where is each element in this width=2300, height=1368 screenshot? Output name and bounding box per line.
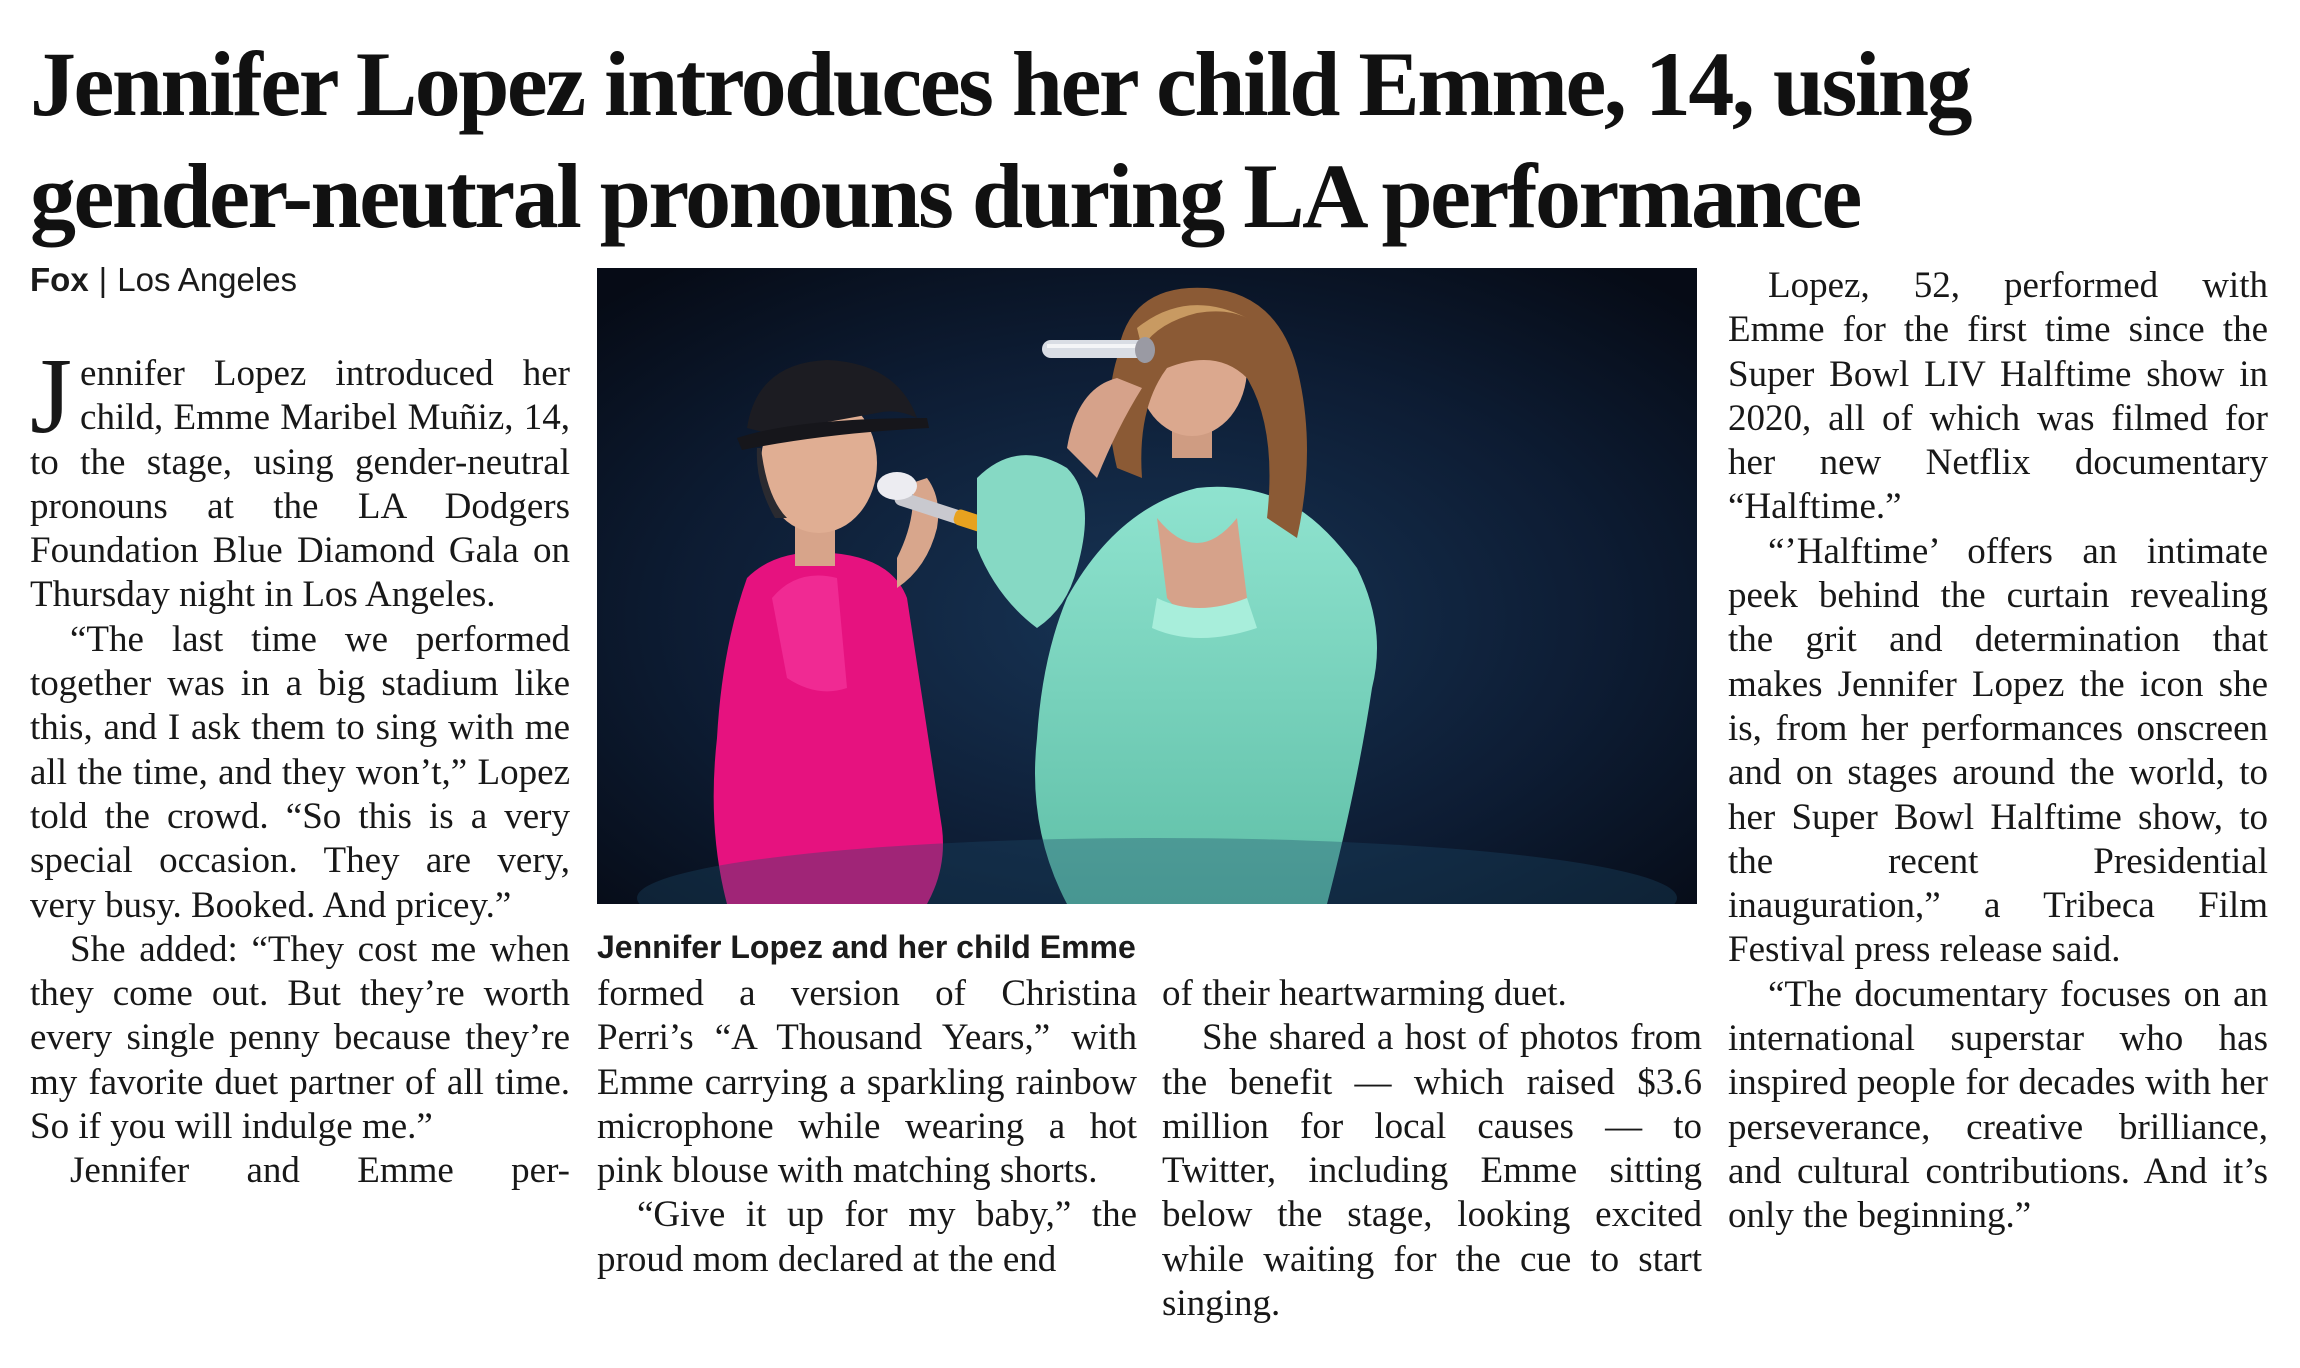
article-column-2 bbox=[597, 972, 1137, 1282]
article-paragraph: “The documentary focuses on an international superstar who has inspired people for decades with her perseverance, creative brilliance, and cultural contributions. And it’s only the beginning.” bbox=[1728, 973, 2268, 1237]
headline-line-2: gender-neutral pronouns during LA performance bbox=[30, 145, 1860, 247]
drop-cap: J bbox=[30, 337, 73, 456]
article-column-4 bbox=[1728, 264, 2268, 1239]
concert-photo-illustration bbox=[597, 268, 1697, 904]
headline-line-1: Jennifer Lopez introduces her child Emme, 14, using bbox=[30, 33, 1971, 135]
byline-separator: | bbox=[98, 261, 108, 298]
article-paragraph: “The last time we performed together was in a big stadium like this, and I ask them to sing with me all the time, and they won’t,” Lopez told the crowd. “So this is a very special occasion. They are very, very busy. Booked. And pricey.” bbox=[30, 618, 570, 926]
paragraph-text: ennifer Lopez introduced her child, Emme Maribel Muñiz, 14, to the stage, using gender-neutral pronouns at the LA Dodgers Foundation Blue Diamond Gala on Thursday night in Los Angeles. bbox=[30, 353, 570, 616]
article-paragraph bbox=[30, 337, 570, 618]
concert-photo bbox=[597, 268, 1697, 904]
byline-location: Los Angeles bbox=[117, 261, 298, 298]
article-paragraph: “’Halftime’ offers an intimate peek behind the curtain revealing the grit and determination that makes Jennifer Lopez the icon she is, from her performances onscreen and on stages around the world, to her Super Bowl Halftime show, to the recent Presidential inauguration,” a Tribeca Film Festival press release said. bbox=[1728, 530, 2268, 971]
article-paragraph: Jennifer and Emme per- bbox=[70, 1150, 570, 1192]
article-paragraph: She shared a host of photos from the benefit — which raised $3.6 million for local causes — to Twitter, including Emme sitting below the stage, looking excited while waiting for the cue to start singing. bbox=[1162, 1017, 1702, 1325]
article-column-1 bbox=[30, 337, 570, 1194]
byline bbox=[30, 258, 297, 302]
article-paragraph: “Give it up for my baby,” the proud mom declared at the end bbox=[597, 1194, 1137, 1280]
headline bbox=[30, 28, 2270, 252]
article-paragraph: Lopez, 52, performed with Emme for the first time since the Super Bowl LIV Halftime show in 2020, all of which was filmed for her new Netflix documentary “Halftime.” bbox=[1728, 265, 2268, 528]
article-column-3 bbox=[1162, 972, 1702, 1326]
photo-caption: Jennifer Lopez and her child Emme bbox=[597, 929, 1136, 965]
article-paragraph: She added: “They cost me when they come out. But they’re worth every single penny because they’re my favorite duet partner of all time. So if you will indulge me.” bbox=[30, 928, 570, 1148]
article-paragraph: of their heartwarming duet. bbox=[1162, 973, 1567, 1014]
article-paragraph: formed a version of Christina Perri’s “A Thousand Years,” with Emme carrying a sparkling rainbow microphone while wearing a hot pink blouse with matching shorts. bbox=[597, 973, 1137, 1192]
byline-source: Fox bbox=[30, 261, 89, 298]
